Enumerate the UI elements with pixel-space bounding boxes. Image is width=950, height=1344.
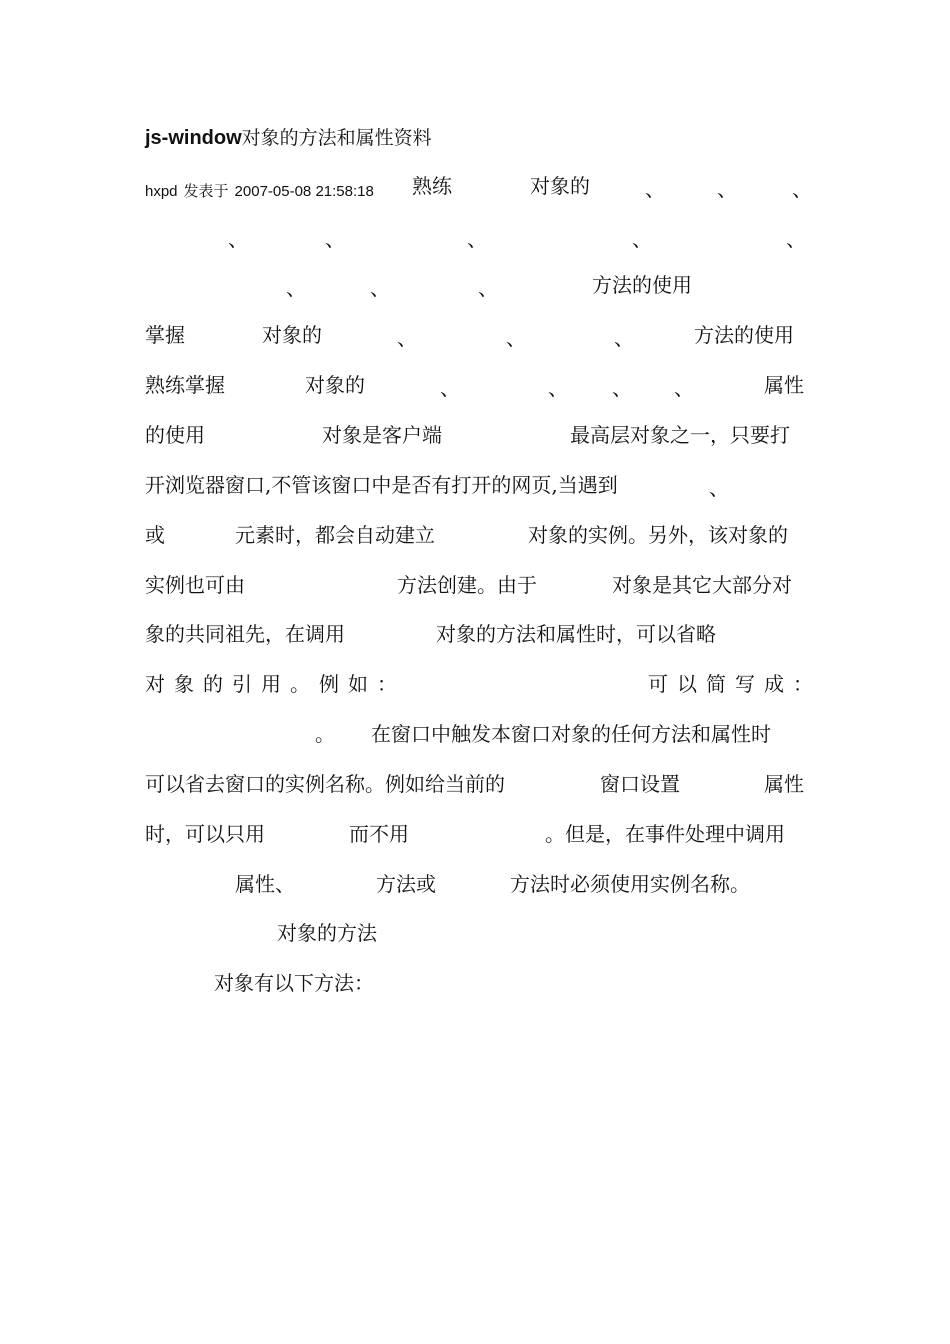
post-date-label: 发表于	[183, 183, 229, 200]
text-fragment: 开浏览器窗口,不管该窗口中是否有打开的网页,当遇到	[145, 473, 618, 497]
text-fragment: 对象的	[305, 373, 365, 397]
document-title	[145, 124, 432, 151]
text-fragment: 对象的方法和属性时，可以省略	[436, 622, 716, 646]
text-fragment: 而不用	[349, 822, 409, 846]
text-fragment: 、	[228, 227, 248, 251]
text-fragment: 方法的使用	[694, 323, 794, 347]
text-fragment: 可以简写成：	[648, 672, 822, 696]
text-fragment: 属性、	[235, 872, 295, 896]
text-fragment: 方法或	[376, 872, 436, 896]
text-fragment: 、	[548, 376, 568, 400]
text-fragment: 、	[792, 177, 812, 201]
text-fragment: 的使用	[145, 423, 205, 447]
text-fragment: 、	[440, 376, 460, 400]
text-fragment: 、	[645, 177, 665, 201]
text-fragment: 对象是客户端	[322, 423, 442, 447]
text-fragment: 属性	[764, 373, 804, 397]
section-heading: 对象的方法	[277, 921, 377, 945]
text-fragment: 最高层对象之一，只要打	[570, 423, 790, 447]
text-fragment: 在窗口中触发本窗口对象的任何方法和属性时	[371, 722, 771, 746]
title-cjk: 对象的方法和属性资料	[241, 127, 432, 149]
text-fragment: 、	[467, 227, 487, 251]
text-fragment: 、	[370, 276, 390, 300]
post-meta	[145, 182, 380, 202]
text-fragment: 、	[632, 227, 652, 251]
text-fragment: 实例也可由	[145, 573, 245, 597]
text-fragment: 、	[286, 276, 306, 300]
text-fragment: 对象的引用。例如：	[145, 672, 406, 696]
text-fragment: 、	[614, 326, 634, 350]
text-fragment: 。但是，在事件处理中调用	[545, 822, 785, 846]
text-fragment: 对象是其它大部分对	[612, 573, 792, 597]
text-fragment: 熟练	[412, 174, 452, 198]
text-fragment: 、	[506, 326, 526, 350]
text-fragment: 窗口设置	[600, 772, 680, 796]
text-fragment: 或	[145, 523, 165, 547]
text-fragment: 。	[315, 722, 335, 746]
title-latin: js-window	[145, 127, 242, 149]
text-fragment: 对象有以下方法：	[214, 971, 374, 995]
text-fragment: 、	[786, 227, 806, 251]
text-fragment: 对象的实例。另外，该对象的	[528, 523, 788, 547]
text-fragment: 时，可以只用	[145, 822, 265, 846]
text-fragment: 、	[325, 227, 345, 251]
text-fragment: 方法时必须使用实例名称。	[510, 872, 750, 896]
text-fragment: 、	[717, 177, 737, 201]
text-fragment: 、	[709, 476, 729, 500]
text-fragment: 方法创建。由于	[397, 573, 537, 597]
text-fragment: 可以省去窗口的实例名称。例如给当前的	[145, 772, 505, 796]
text-fragment: 方法的使用	[592, 273, 692, 297]
text-fragment: 对象的	[262, 323, 322, 347]
text-fragment: 元素时，都会自动建立	[235, 523, 435, 547]
text-fragment: 掌握	[145, 323, 185, 347]
text-fragment: 、	[612, 376, 632, 400]
text-fragment: 、	[478, 276, 498, 300]
text-fragment: 属性	[764, 772, 804, 796]
text-fragment: 象的共同祖先，在调用	[145, 622, 345, 646]
text-fragment: 、	[397, 326, 417, 350]
text-fragment: 对象的	[530, 174, 590, 198]
post-author: hxpd	[145, 183, 178, 200]
text-fragment: 、	[674, 376, 694, 400]
text-fragment: 熟练掌握	[145, 373, 225, 397]
post-datetime: 2007-05-08 21:58:18	[234, 183, 374, 200]
